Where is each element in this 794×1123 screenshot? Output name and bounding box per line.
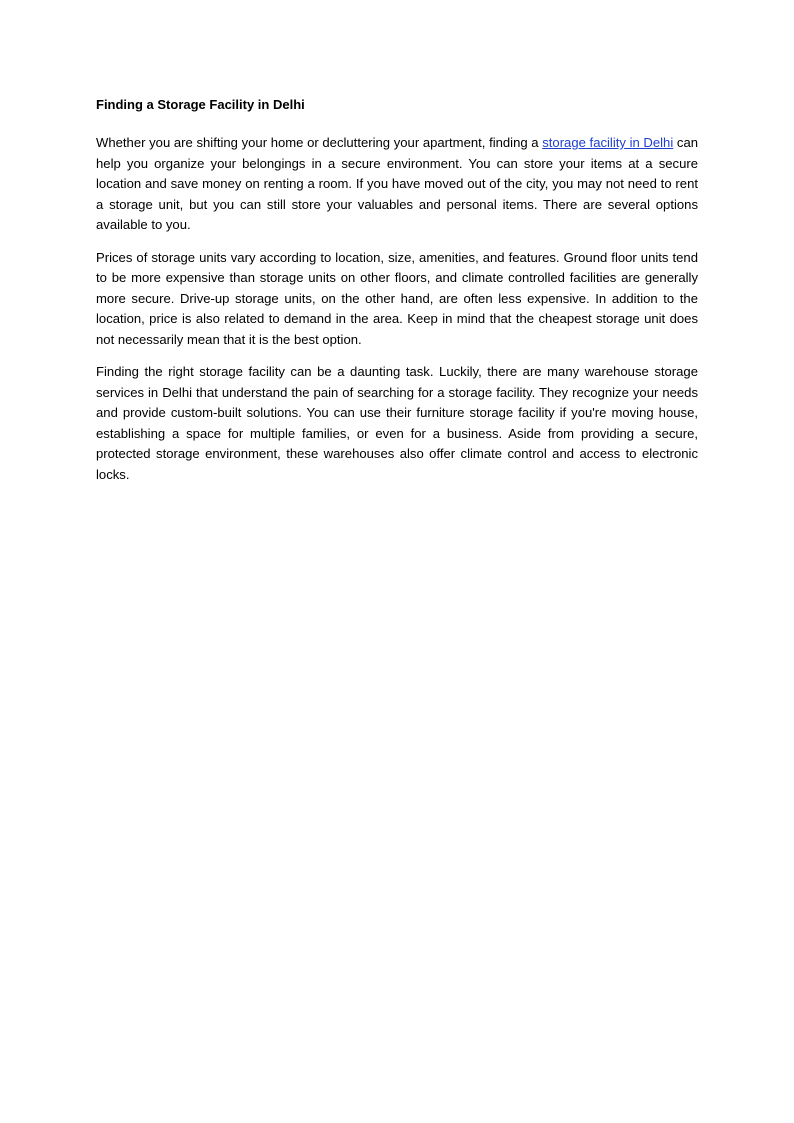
storage-facility-link[interactable]: storage facility in Delhi	[542, 135, 674, 150]
paragraph-intro-text-after: can help you organize your belongings in a secure environment. You can store your items at a secure location and save money on renting a room. If you have moved out of the city, you may not need to rent a storage unit, but you can still store your valuables and personal items. There are several options available to you.	[96, 135, 699, 232]
paragraph-intro-text-before: Whether you are shifting your home or decluttering your apartment, finding a	[96, 135, 543, 150]
paragraph-prices: Prices of storage units vary according to location, size, amenities, and features. Ground floor units tend to be more expensive than storage units on other floors, and climate controlled facilities are generally more secure. Drive-up storage units, on the other hand, are often less expensive. In addition to the location, price is also related to demand in the area. Keep in mind that the cheapest storage unit does not necessarily mean that it is the best option.	[96, 249, 698, 347]
document-title: Finding a Storage Facility in Delhi	[96, 97, 305, 112]
paragraph-finding: Finding the right storage facility can be a daunting task. Luckily, there are many warehouse storage services in Delhi that understand the pain of searching for a storage facility. They recognize your needs and provide custom-built solutions. You can use their furniture storage facility if you're moving house, establishing a space for multiple families, or even for a business. Aside from providing a secure, protected storage environment, these warehouses also offer climate control and access to electronic locks.	[96, 364, 698, 482]
paragraph-intro	[96, 133, 698, 236]
document-page	[96, 95, 698, 497]
